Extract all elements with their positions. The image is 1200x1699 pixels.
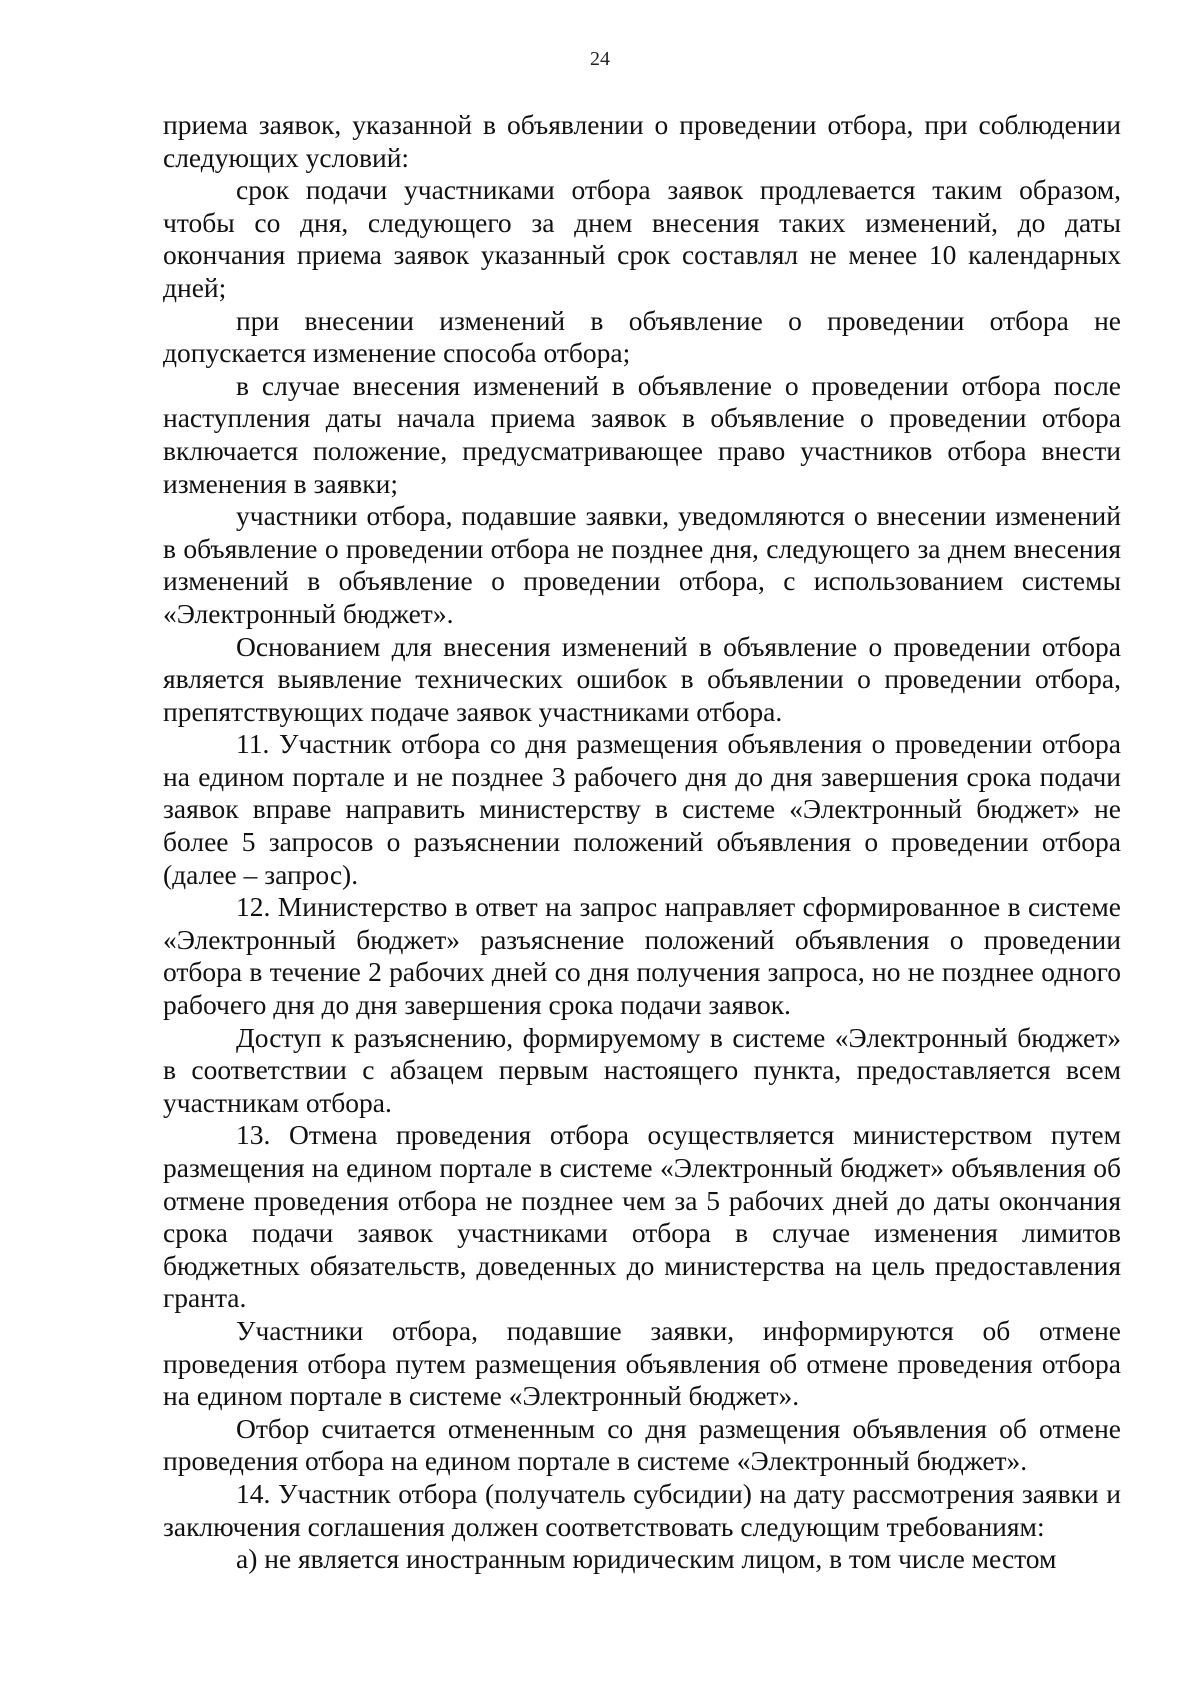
- page-number: 24: [590, 48, 610, 70]
- paragraph: приема заявок, указанной в объявлении о проведении отбора, при соблюдении следующих условий:: [163, 109, 1121, 173]
- paragraph: а) не является иностранным юридическим лицом, в том числе местом: [236, 1543, 1057, 1575]
- paragraph: в случае внесения изменений в объявление о проведении отбора после наступления даты начала приема заявок в объявление о проведении отбора включается положение, предусматривающее право участников отбора внести изменения в заявки;: [163, 369, 1121, 499]
- paragraph: 11. Участник отбора со дня размещения объявления о проведении отбора на едином портале и не позднее 3 рабочего дня до дня завершения срока подачи заявок вправе направить министерству в системе «Электронный бюджет» не более 5 запросов о разъяснении положений объявления о проведении отбора (далее – запрос).: [163, 728, 1121, 890]
- paragraph: 13. Отмена проведения отбора осуществляется министерством путем размещения на едином портале в системе «Электронный бюджет» объявления об отмене проведения отбора не позднее чем за 5 рабочих дней до даты окончания срока подачи заявок участниками отбора в случае изменения лимитов бюджетных обязательств, доведенных до министерства на цель предоставления гранта.: [163, 1119, 1121, 1314]
- paragraph: Отбор считается отмененным со дня размещения объявления об отмене проведения отбора на едином портале в системе «Электронный бюджет».: [163, 1412, 1121, 1477]
- paragraph: участники отбора, подавшие заявки, уведомляются о внесении изменений в объявление о проведении отбора не позднее дня, следующего за днем внесения изменений в объявление о проведении отбора, с использованием системы «Электронный бюджет».: [163, 500, 1121, 629]
- paragraph: Доступ к разъяснению, формируемому в системе «Электронный бюджет» в соответствии с абзацем первым настоящего пункта, предоставляется всем участникам отбора.: [163, 1021, 1121, 1118]
- paragraph: 14. Участник отбора (получатель субсидии) на дату рассмотрения заявки и заключения соглашения должен соответствовать следующим требованиям:: [163, 1477, 1121, 1542]
- paragraph: при внесении изменений в объявление о проведении отбора не допускается изменение способа отбора;: [163, 304, 1121, 369]
- paragraph: Основанием для внесения изменений в объявление о проведении отбора является выявление технических ошибок в объявлении о проведении отбора, препятствующих подаче заявок участниками отбора.: [163, 630, 1121, 727]
- paragraph: 12. Министерство в ответ на запрос направляет сформированное в системе «Электронный бюджет» разъяснение положений объявления о проведении отбора в течение 2 рабочих дней со дня получения запроса, но не позднее одного рабочего дня до дня завершения срока подачи заявок.: [163, 891, 1121, 1021]
- document-body: [163, 109, 1121, 1576]
- paragraph: срок подачи участниками отбора заявок продлевается таким образом, чтобы со дня, следующего за днем внесения таких изменений, до даты окончания приема заявок указанный срок составлял не менее 10 календарных дней;: [163, 174, 1121, 303]
- paragraph: Участники отбора, подавшие заявки, информируются об отмене проведения отбора путем размещения объявления об отмене проведения отбора на едином портале в системе «Электронный бюджет».: [163, 1314, 1121, 1412]
